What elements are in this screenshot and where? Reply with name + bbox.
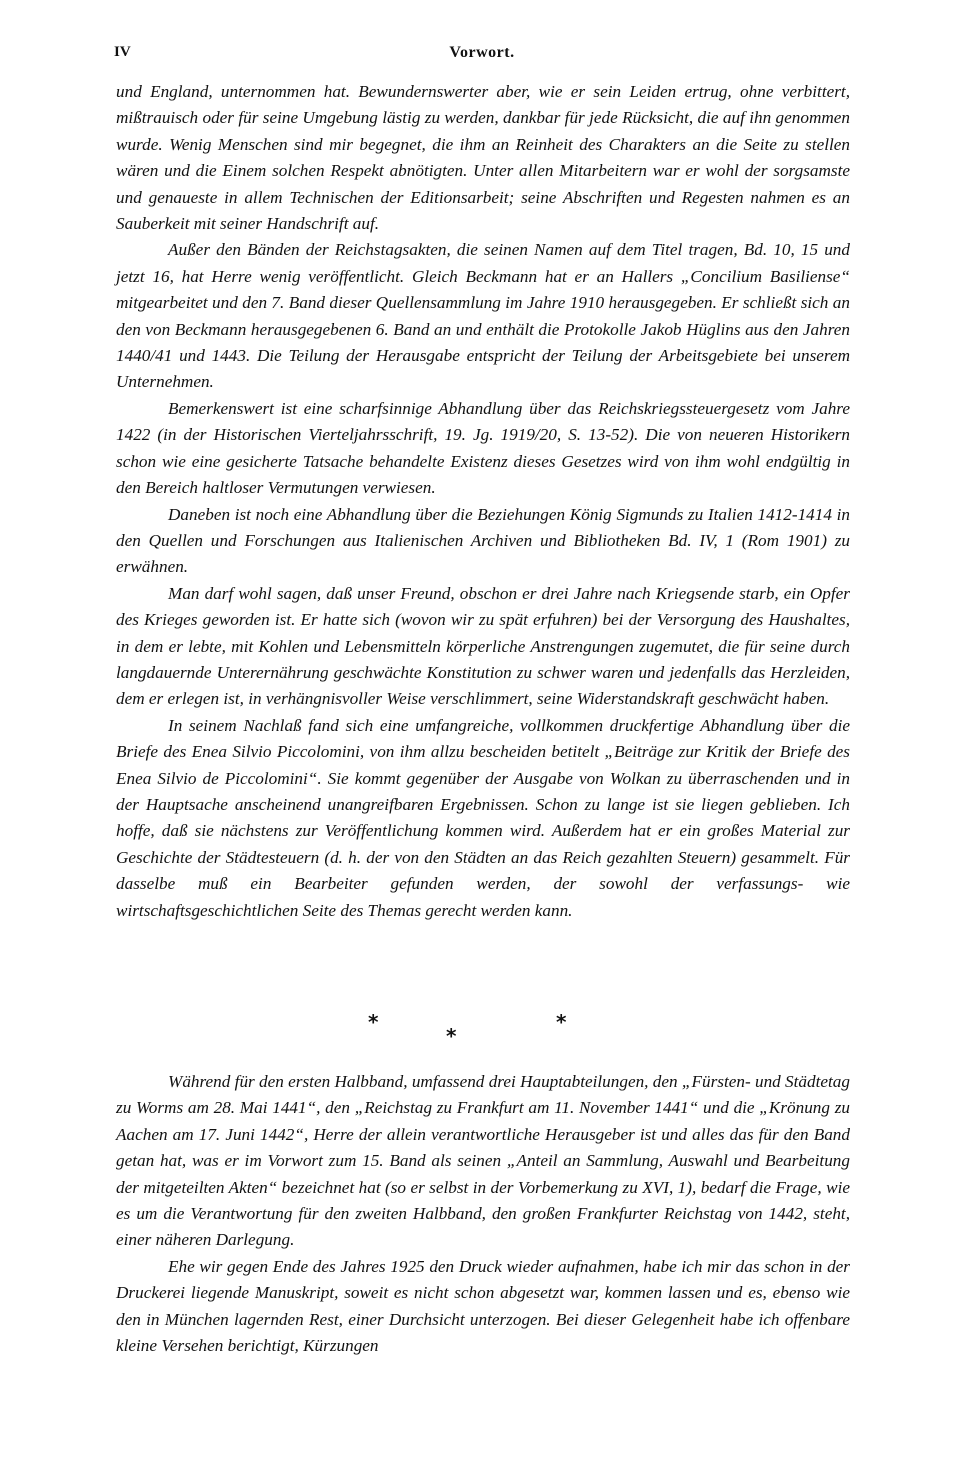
paragraph: Außer den Bänden der Reichstagsakten, die seinen Namen auf dem Titel tragen, Bd. 10, 15 und jetzt 16, hat Herre wenig veröffentlicht. Gleich Beckmann hat er an Hallers „Concilium Basiliense“ mitgearbeitet und den 7. Band dieser Quellensammlung im Jahre 1910 herausgegeben. Er schließt sich an den von Beckmann herausgegebenen 6. Band an und enthält die Protokolle Jakob Hüglins aus den Jahren 1440/41 und 1443. Die Teilung der Herausgabe entspricht der Teilung der Arbeitsgebiete bei unserem Unternehmen. (116, 240, 850, 392)
paragraph: Während für den ersten Halbband, umfassend drei Hauptabteilungen, den „Fürsten- und Städtetag zu Worms am 28. Mai 1441“, den „Reichstag zu Frankfurt am 11. November 1441“ und die „Krönung zu Aachen am 17. Juni 1442“, Herre der allein verantwortliche Herausgeber ist und alles das für den Band getan hat, was er im Vorwort zum 15. Band als seinen „Anteil an Sammlung, Auswahl und Bearbeitung der mitgeteilten Akten“ bezeichnet hat (so er selbst in der Vorbemerkung zu XVI, 1), bedarf die Frage, wie es um die Verantwortung für den zweiten Halbband, den großen Frankfurter Reichstag von 1442, steht, einer näheren Darlegung. (116, 1072, 850, 1250)
asterisk: * (446, 1024, 457, 1048)
paragraph: und England, unternommen hat. Bewundernswerter aber, wie er sein Leiden ertrug, ohne verbittert, mißtrauisch oder für seine Umgebung lästig zu werden, dankbar für jede Rücksicht, die auf ihn genommen wurde. Wenig Menschen sind mir begegnet, die ihm an Reinheit des Charakters an die Seite zu stellen wären und die Einem solchen Respekt abnötigten. Unter allen Mitarbeitern war er wohl der sorgsamste und genaueste in allem Technischen der Editionsarbeit; seine Abschriften und Regesten nahmen es an Sauberkeit mit seiner Handschrift auf. (116, 82, 850, 234)
running-head (114, 44, 850, 68)
asterisk: * (368, 1010, 379, 1034)
paragraph: Bemerkenswert ist eine scharfsinnige Abhandlung über das Reichskriegssteuergesetz vom Jahre 1422 (in der Historischen Vierteljahrsschrift, 19. Jg. 1919/20, S. 13-52). Die von neueren Historikern schon wie eine gesicherte Tatsache behandelte Existenz dieses Gesetzes wird von ihm wohl endgültig in den Bereich haltloser Vermutungen verwiesen. (116, 398, 850, 498)
section-separator (116, 1010, 850, 1050)
paragraph: In seinem Nachlaß fand sich eine umfangreiche, vollkommen druckfertige Abhandlung über die Briefe des Enea Silvio Piccolomini, von ihm allzu bescheiden betitelt „Beiträge zur Kritik der Briefe des Enea Silvio de Piccolomini“. Sie kommt gegenüber der Ausgabe von Wolkan zu überraschenden und in der Hauptsache anscheinend unangreifbaren Ergebnissen. Schon zu lange ist sie liegen geblieben. Ich hoffe, daß sie nächstens zur Veröffentlichung kommen wird. Außerdem hat er ein großes Material zur Geschichte der Städtesteuern (d. h. der von den Städten an das Reich gezahlten Steuern) gesammelt. Für dasselbe muß ein Bearbeiter gefunden werden, der sowohl der verfassungs- wie wirtschaftsgeschichtlichen Seite des Themas gerecht werden kann. (116, 715, 850, 920)
paragraph: Ehe wir gegen Ende des Jahres 1925 den Druck wieder aufnahmen, habe ich mir das schon in der Druckerei liegende Manuskript, soweit es nicht schon abgesetzt war, kommen lassen und es, ebenso wie den in München lagernden Rest, einer Durchsicht unterzogen. Bei dieser Gelegenheit habe ich offenbare kleine Versehen berichtigt, Kürzungen (116, 1256, 850, 1356)
page-number: IV (114, 44, 131, 60)
page-title: Vorwort. (449, 44, 515, 61)
asterisk: * (556, 1010, 567, 1034)
body-text-bottom (116, 1069, 850, 1359)
body-text-top (116, 79, 850, 924)
paragraph: Daneben ist noch eine Abhandlung über die Beziehungen König Sigmunds zu Italien 1412-1414 in den Quellen und Forschungen aus Italienischen Archiven und Bibliotheken Bd. IV, 1 (Rom 1901) zu erwähnen. (116, 504, 850, 577)
paragraph: Man darf wohl sagen, daß unser Freund, obschon er drei Jahre nach Kriegsende starb, ein Opfer des Krieges geworden ist. Er hatte sich (wovon wir zu spät erfuhren) bei der Versorgung des Haushaltes, in dem er lebte, mit Kohlen und Lebensmitteln körperliche Anstrengungen zugemutet, die für seine durch langdauernde Unterernährung geschwächte Konstitution zu schwer waren und jedenfalls das Herzleiden, dem er erlegen ist, in verhängnisvoller Weise verschlimmert, seine Widerstandskraft geschwächt haben. (116, 583, 850, 709)
